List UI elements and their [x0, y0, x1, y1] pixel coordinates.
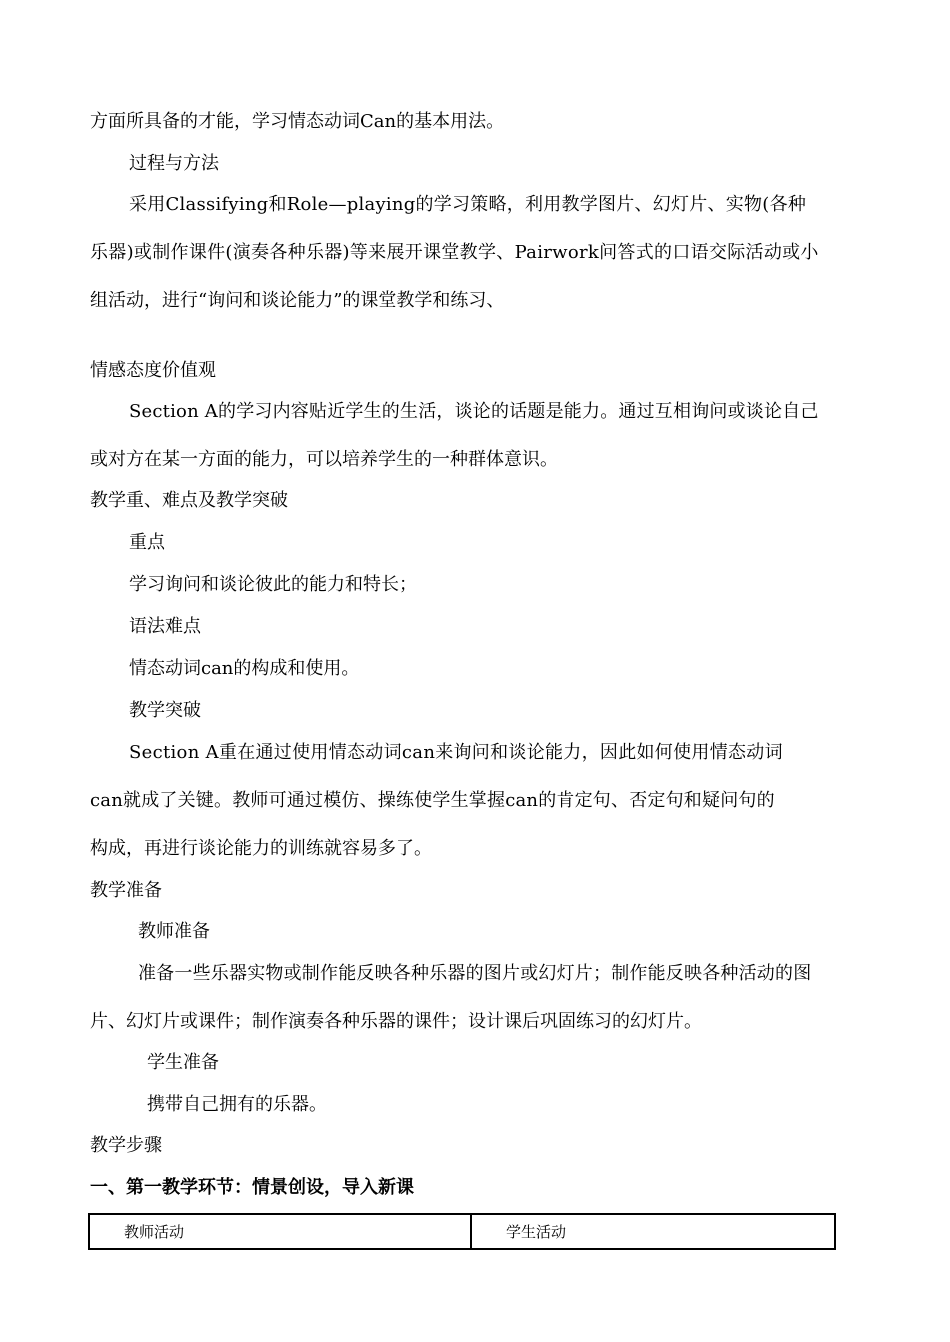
section-heading: 教学准备: [90, 880, 162, 901]
activities-table: [88, 1213, 836, 1250]
paragraph-line: 携带自己拥有的乐器。: [147, 1094, 327, 1115]
subsection-heading: 教师准备: [138, 921, 210, 942]
subsection-heading: 学生准备: [147, 1052, 219, 1073]
step-heading: 一、第一教学环节：情景创设，导入新课: [90, 1177, 414, 1198]
paragraph-line: 乐器)或制作课件(演奏各种乐器)等来展开课堂教学、Pairwork问答式的口语交际活动或小: [90, 242, 819, 263]
paragraph-line: 片、幻灯片或课件；制作演奏各种乐器的课件；设计课后巩固练习的幻灯片。: [90, 1011, 702, 1032]
table-header-row: [89, 1214, 835, 1249]
paragraph-line: can就成了关键。教师可通过模仿、操练使学生掌握can的肯定句、否定句和疑问句的: [90, 790, 775, 811]
subsection-heading: 教学突破: [129, 700, 201, 721]
paragraph-line: 方面所具备的才能，学习情态动词Can的基本用法。: [90, 111, 505, 132]
section-heading: 过程与方法: [129, 153, 219, 174]
paragraph-line: 准备一些乐器实物或制作能反映各种乐器的图片或幻灯片；制作能反映各种活动的图: [138, 963, 812, 984]
subsection-heading: 重点: [129, 532, 165, 553]
paragraph-line: 采用Classifying和Role—playing的学习策略，利用教学图片、幻灯片、实物(各种: [129, 194, 807, 215]
section-heading: 教学重、难点及教学突破: [90, 490, 288, 511]
teacher-activity-header: 教师活动: [89, 1214, 471, 1249]
paragraph-line: 组活动，进行“询问和谈论能力”的课堂教学和练习、: [90, 290, 505, 311]
paragraph-line: 情态动词can的构成和使用。: [129, 658, 360, 679]
subsection-heading: 语法难点: [129, 616, 201, 637]
student-activity-header: 学生活动: [471, 1214, 835, 1249]
section-heading: 情感态度价值观: [90, 360, 216, 381]
paragraph-line: 学习询问和谈论彼此的能力和特长；: [129, 574, 417, 595]
paragraph-line: 构成，再进行谈论能力的训练就容易多了。: [90, 838, 432, 859]
paragraph-line: Section A的学习内容贴近学生的生活，谈论的话题是能力。通过互相询问或谈论自己: [129, 401, 819, 422]
paragraph-line: 或对方在某一方面的能力，可以培养学生的一种群体意识。: [90, 449, 558, 470]
section-heading: 教学步骤: [90, 1135, 162, 1156]
paragraph-line: Section A重在通过使用情态动词can来询问和谈论能力，因此如何使用情态动词: [129, 742, 783, 763]
